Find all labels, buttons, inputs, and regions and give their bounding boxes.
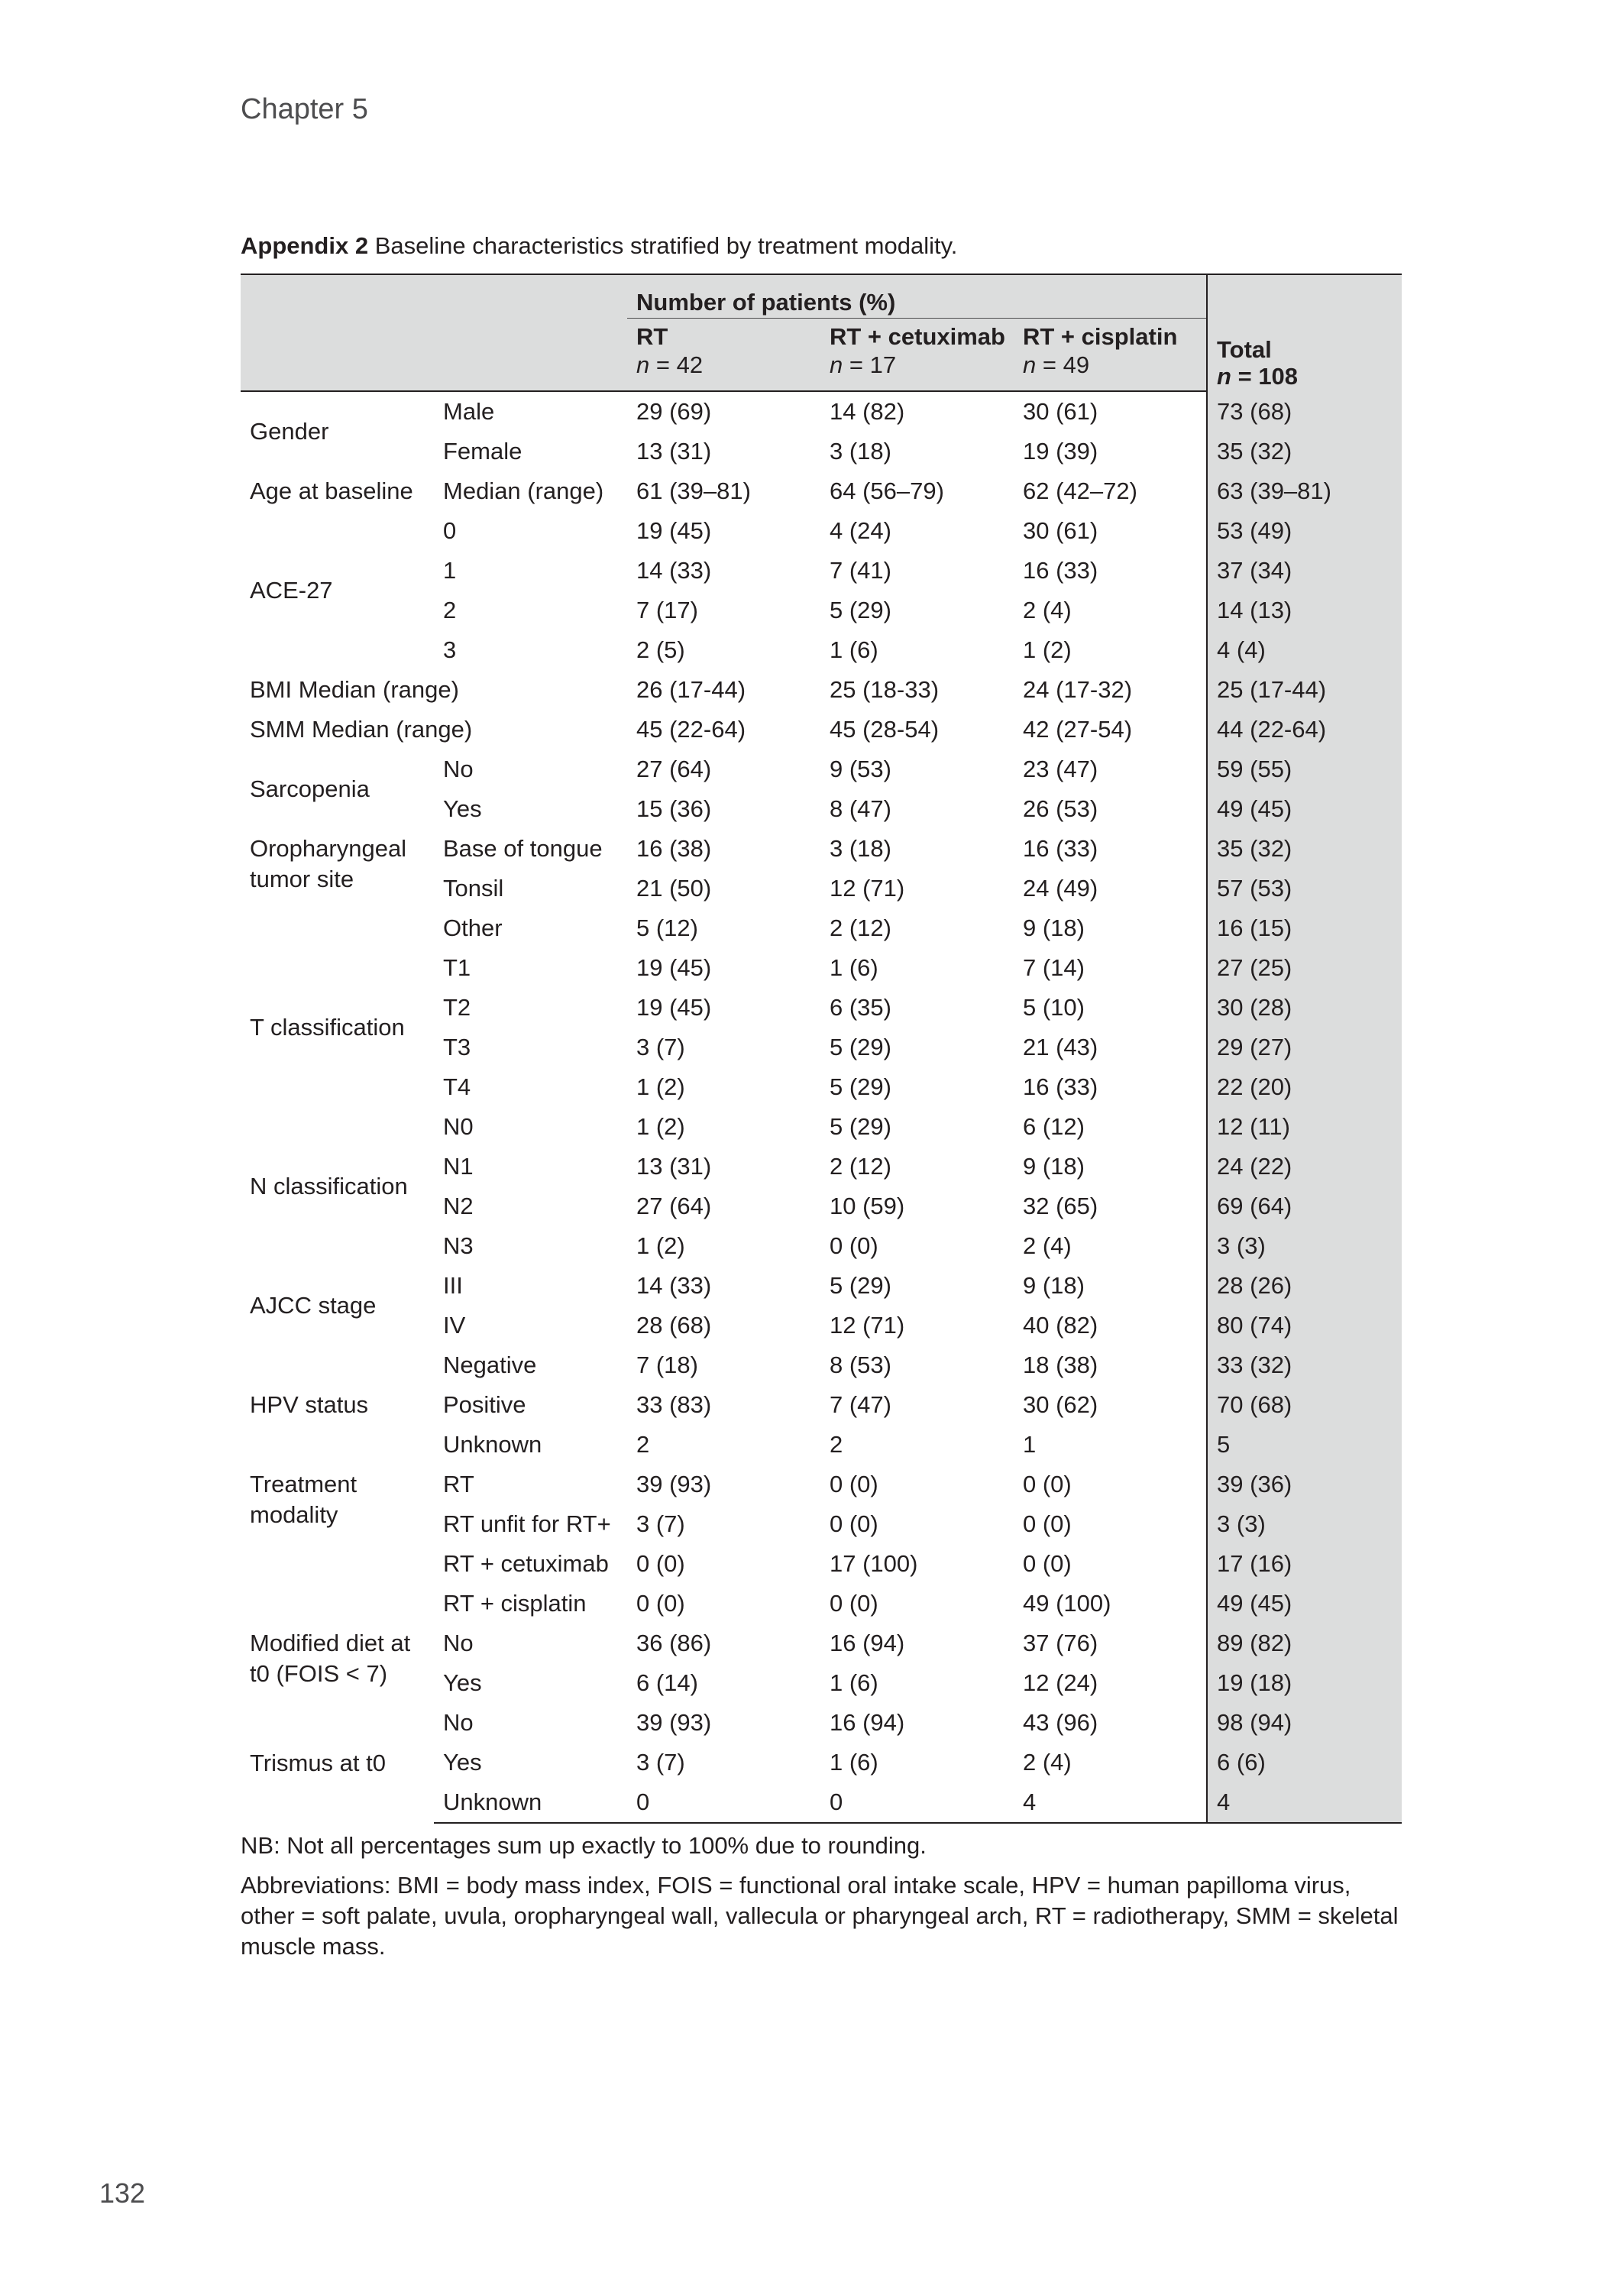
cell-rt-cetuximab: 5 (29) xyxy=(830,1113,891,1140)
cell-rt-cetuximab: 16 (94) xyxy=(830,1630,905,1656)
cell-rt-cisplatin: 0 (0) xyxy=(1023,1550,1072,1577)
cell-rt: 27 (64) xyxy=(636,1193,712,1219)
table-row xyxy=(241,471,1402,511)
cell-rt-cisplatin: 23 (47) xyxy=(1023,756,1098,782)
n-equals: = xyxy=(843,351,870,378)
header-total-n xyxy=(1217,364,1402,390)
cell-rt: 0 xyxy=(627,1782,820,1823)
variable-name: SMM xyxy=(250,716,306,743)
cell-rt-cetuximab: 1 (6) xyxy=(830,1669,878,1696)
cell-rt: 39 (93) xyxy=(636,1471,712,1497)
cell-rt-cisplatin: 5 (10) xyxy=(1023,994,1085,1021)
cell-total: 12 (11) xyxy=(1207,1107,1402,1147)
cell-rt: 14 (33) xyxy=(636,1272,712,1299)
cell-rt-cetuximab: 9 (53) xyxy=(830,756,891,782)
cell-total: 33 (32) xyxy=(1207,1345,1402,1385)
cell-rt-cetuximab: 5 (29) xyxy=(830,1034,891,1060)
cell-rt: 19 (45) xyxy=(636,994,712,1021)
cell-rt-cisplatin: 2 (4) xyxy=(1023,597,1072,623)
row-variable: Treatment modality xyxy=(250,1471,357,1528)
row-variable xyxy=(241,710,627,749)
row-variable: Trismus at t0 xyxy=(250,1749,386,1776)
header-col-n-value: 49 xyxy=(1063,351,1090,378)
n-equals: = xyxy=(1231,363,1259,390)
row-level: Unknown xyxy=(443,1431,542,1458)
cell-rt-cisplatin: 9 (18) xyxy=(1023,1153,1085,1180)
table-row xyxy=(241,1465,1402,1504)
cell-rt-cisplatin: 9 (18) xyxy=(1023,915,1085,941)
cell-rt-cetuximab: 2 (12) xyxy=(830,1153,891,1180)
cell-rt: 13 (31) xyxy=(636,1153,712,1180)
cell-total: 73 (68) xyxy=(1207,391,1402,432)
header-total-label: Total xyxy=(1217,336,1272,363)
cell-total: 49 (45) xyxy=(1207,1584,1402,1624)
cell-rt-cisplatin: 12 (24) xyxy=(1023,1669,1098,1696)
cell-rt-cisplatin: 16 (33) xyxy=(1023,835,1098,862)
cell-rt: 2 xyxy=(636,1431,650,1458)
note-abbreviations: Abbreviations: BMI = body mass index, FOIS = functional oral intake scale, HPV = human papilloma virus, other = soft palate, uvula, oropharyngeal wall, vallecula or pharyngeal arch, RT = radiotherapy, SMM = skeletal muscle mass. xyxy=(241,1872,1399,1960)
variable-suffix: Median (range) xyxy=(305,716,473,743)
cell-rt: 7 (18) xyxy=(636,1352,698,1378)
row-level: RT + cetuximab xyxy=(443,1550,609,1577)
cell-rt: 26 (17-44) xyxy=(636,676,746,703)
row-level: RT unfit for RT+ xyxy=(443,1510,611,1537)
cell-rt-cetuximab: 0 (0) xyxy=(830,1590,878,1617)
row-variable: Gender xyxy=(250,418,329,445)
cell-rt: 0 (0) xyxy=(636,1590,685,1617)
n-symbol: n xyxy=(636,351,650,378)
cell-rt-cisplatin: 30 (61) xyxy=(1023,398,1098,425)
variable-name: BMI xyxy=(250,676,293,703)
table-row xyxy=(241,1266,1402,1306)
page-number: 132 xyxy=(99,2177,146,2209)
table-row xyxy=(241,829,1402,869)
cell-total: 69 (64) xyxy=(1207,1186,1402,1226)
cell-rt-cetuximab: 0 (0) xyxy=(830,1232,878,1259)
row-level: IV xyxy=(443,1312,466,1339)
row-variable xyxy=(241,670,627,710)
row-variable: N classification xyxy=(250,1173,408,1199)
cell-rt: 61 (39–81) xyxy=(636,478,751,504)
cell-total: 5 xyxy=(1207,1425,1402,1465)
baseline-table xyxy=(241,274,1402,1824)
cell-rt-cisplatin: 7 (14) xyxy=(1023,954,1085,981)
cell-rt-cisplatin: 0 (0) xyxy=(1023,1471,1072,1497)
cell-total: 59 (55) xyxy=(1207,749,1402,789)
cell-rt-cisplatin: 16 (33) xyxy=(1023,557,1098,584)
header-col-label: RT + cetuximab xyxy=(830,323,1005,350)
cell-rt-cisplatin: 24 (49) xyxy=(1023,875,1098,902)
row-level: 2 xyxy=(443,597,457,623)
cell-rt-cetuximab: 1 (6) xyxy=(830,636,878,663)
cell-rt-cisplatin: 32 (65) xyxy=(1023,1193,1098,1219)
row-level: N0 xyxy=(443,1113,474,1140)
cell-rt-cisplatin: 18 (38) xyxy=(1023,1352,1098,1378)
row-level: No xyxy=(443,1630,474,1656)
n-symbol: n xyxy=(1023,351,1037,378)
cell-total: 22 (20) xyxy=(1207,1067,1402,1107)
caption-text: Baseline characteristics stratified by treatment modality. xyxy=(374,232,958,259)
cell-total: 4 xyxy=(1207,1782,1402,1823)
table-row xyxy=(241,749,1402,789)
row-variable: ACE-27 xyxy=(250,577,333,604)
cell-rt-cetuximab: 14 (82) xyxy=(830,398,905,425)
cell-rt: 3 (7) xyxy=(636,1034,685,1060)
cell-rt: 19 (45) xyxy=(636,517,712,544)
n-equals: = xyxy=(649,351,677,378)
cell-rt-cisplatin: 24 (17-32) xyxy=(1023,676,1133,703)
row-variable: AJCC stage xyxy=(250,1292,377,1319)
cell-rt: 6 (14) xyxy=(636,1669,698,1696)
cell-rt-cetuximab: 4 (24) xyxy=(830,517,891,544)
cell-rt-cisplatin: 0 (0) xyxy=(1023,1510,1072,1537)
cell-total: 53 (49) xyxy=(1207,511,1402,551)
cell-total: 6 (6) xyxy=(1207,1743,1402,1782)
cell-rt-cetuximab: 8 (53) xyxy=(830,1352,891,1378)
cell-rt: 39 (93) xyxy=(636,1709,712,1736)
cell-rt-cisplatin: 2 (4) xyxy=(1023,1232,1072,1259)
cell-total: 39 (36) xyxy=(1207,1465,1402,1504)
cell-rt-cisplatin: 40 (82) xyxy=(1023,1312,1098,1339)
row-level: T2 xyxy=(443,994,471,1021)
row-level: Median (range) xyxy=(443,478,604,504)
cell-rt-cetuximab: 16 (94) xyxy=(830,1709,905,1736)
cell-total: 4 (4) xyxy=(1207,630,1402,670)
table-row xyxy=(241,1107,1402,1147)
cell-total: 98 (94) xyxy=(1207,1703,1402,1743)
cell-rt: 2 (5) xyxy=(636,636,685,663)
row-level: Positive xyxy=(443,1391,526,1418)
cell-rt: 13 (31) xyxy=(636,438,712,465)
header-col-n xyxy=(636,352,820,378)
table-row xyxy=(241,1624,1402,1663)
table-row xyxy=(241,670,1402,710)
cell-total: 35 (32) xyxy=(1207,829,1402,869)
header-col-cisplatin xyxy=(1014,319,1207,392)
row-level: No xyxy=(443,756,474,782)
row-variable: Oropharyngeal tumor site xyxy=(250,835,407,892)
cell-rt: 28 (68) xyxy=(636,1312,712,1339)
row-variable: HPV status xyxy=(250,1391,369,1418)
cell-rt-cetuximab: 2 (12) xyxy=(830,915,891,941)
cell-rt: 1 (2) xyxy=(636,1232,685,1259)
cell-rt-cetuximab: 1 (6) xyxy=(830,1749,878,1776)
row-level: Negative xyxy=(443,1352,537,1378)
cell-total: 19 (18) xyxy=(1207,1663,1402,1703)
header-group-label: Number of patients (%) xyxy=(627,274,1207,319)
cell-rt: 5 (12) xyxy=(636,915,698,941)
cell-rt-cetuximab: 7 (41) xyxy=(830,557,891,584)
row-level: Yes xyxy=(443,1749,482,1776)
cell-total: 70 (68) xyxy=(1207,1385,1402,1425)
table-row xyxy=(241,710,1402,749)
cell-rt-cetuximab: 64 (56–79) xyxy=(830,478,944,504)
cell-rt-cisplatin: 4 xyxy=(1014,1782,1207,1823)
cell-rt: 45 (22-64) xyxy=(636,716,746,743)
row-level: III xyxy=(443,1272,463,1299)
header-col-n xyxy=(830,352,1014,378)
row-level: Base of tongue xyxy=(443,835,603,862)
cell-rt: 1 (2) xyxy=(636,1113,685,1140)
cell-rt: 27 (64) xyxy=(636,756,712,782)
row-level: 3 xyxy=(443,636,457,663)
cell-rt-cetuximab: 5 (29) xyxy=(830,597,891,623)
cell-rt: 36 (86) xyxy=(636,1630,712,1656)
cell-rt-cisplatin: 1 (2) xyxy=(1023,636,1072,663)
cell-rt-cetuximab: 5 (29) xyxy=(830,1073,891,1100)
cell-rt-cisplatin: 37 (76) xyxy=(1023,1630,1098,1656)
n-symbol: n xyxy=(1217,363,1231,390)
row-level: No xyxy=(443,1709,474,1736)
table-row xyxy=(241,391,1402,432)
cell-rt-cetuximab: 0 (0) xyxy=(830,1471,878,1497)
table-body xyxy=(241,391,1402,1823)
table-caption xyxy=(241,231,1402,261)
cell-total: 28 (26) xyxy=(1207,1266,1402,1306)
header-row-group xyxy=(241,274,1402,319)
header-total xyxy=(1207,274,1402,391)
cell-total: 25 (17-44) xyxy=(1207,670,1402,710)
cell-total: 16 (15) xyxy=(1207,908,1402,948)
cell-rt: 3 (7) xyxy=(636,1510,685,1537)
cell-total: 63 (39–81) xyxy=(1207,471,1402,511)
cell-total: 30 (28) xyxy=(1207,988,1402,1028)
cell-rt: 21 (50) xyxy=(636,875,712,902)
cell-rt-cetuximab: 17 (100) xyxy=(830,1550,918,1577)
cell-rt: 14 (33) xyxy=(636,557,712,584)
row-level: RT + cisplatin xyxy=(443,1590,587,1617)
cell-rt-cetuximab: 6 (35) xyxy=(830,994,891,1021)
row-level: 0 xyxy=(443,517,457,544)
header-col-label: RT + cisplatin xyxy=(1023,323,1178,350)
header-col-n xyxy=(1023,352,1206,378)
cell-rt-cisplatin: 42 (27-54) xyxy=(1023,716,1133,743)
row-level: Tonsil xyxy=(443,875,504,902)
cell-total: 17 (16) xyxy=(1207,1544,1402,1584)
row-level: T1 xyxy=(443,954,471,981)
cell-rt-cisplatin: 16 (33) xyxy=(1023,1073,1098,1100)
cell-rt-cetuximab: 12 (71) xyxy=(830,875,905,902)
cell-total: 57 (53) xyxy=(1207,869,1402,908)
cell-rt-cetuximab: 1 (6) xyxy=(830,954,878,981)
note-rounding: NB: Not all percentages sum up exactly to 100% due to rounding. xyxy=(241,1832,927,1859)
row-level: Yes xyxy=(443,1669,482,1696)
cell-rt: 7 (17) xyxy=(636,597,698,623)
row-level: N1 xyxy=(443,1153,474,1180)
cell-rt-cisplatin: 6 (12) xyxy=(1023,1113,1085,1140)
cell-rt: 33 (83) xyxy=(636,1391,712,1418)
row-level: Yes xyxy=(443,795,482,822)
cell-rt-cisplatin: 62 (42–72) xyxy=(1023,478,1137,504)
table-row xyxy=(241,1703,1402,1743)
cell-rt: 29 (69) xyxy=(636,398,712,425)
header-col-n-value: 17 xyxy=(869,351,897,378)
cell-total: 29 (27) xyxy=(1207,1028,1402,1067)
header-col-cetuximab xyxy=(820,319,1014,392)
cell-total: 27 (25) xyxy=(1207,948,1402,988)
variable-suffix: Median (range) xyxy=(292,676,459,703)
table-row xyxy=(241,511,1402,551)
cell-rt-cetuximab: 10 (59) xyxy=(830,1193,905,1219)
cell-rt-cetuximab: 25 (18-33) xyxy=(830,676,940,703)
cell-rt-cisplatin: 19 (39) xyxy=(1023,438,1098,465)
row-level: Male xyxy=(443,398,495,425)
row-level: 1 xyxy=(443,557,457,584)
chapter-header: Chapter 5 xyxy=(241,93,368,125)
cell-rt-cetuximab: 0 xyxy=(820,1782,1014,1823)
cell-rt-cetuximab: 7 (47) xyxy=(830,1391,891,1418)
row-level: N2 xyxy=(443,1193,474,1219)
header-blank xyxy=(434,319,627,392)
cell-rt: 16 (38) xyxy=(636,835,712,862)
row-level: Female xyxy=(443,438,522,465)
cell-rt-cetuximab: 8 (47) xyxy=(830,795,891,822)
cell-rt-cisplatin: 1 xyxy=(1023,1431,1037,1458)
row-variable: Modified diet at t0 (FOIS < 7) xyxy=(250,1630,411,1687)
n-symbol: n xyxy=(830,351,843,378)
row-level: T4 xyxy=(443,1073,471,1100)
cell-total: 3 (3) xyxy=(1207,1504,1402,1544)
cell-rt-cisplatin: 30 (61) xyxy=(1023,517,1098,544)
row-level: Other xyxy=(443,915,503,941)
row-level: RT xyxy=(443,1471,474,1497)
header-blank xyxy=(434,274,627,319)
row-level: N3 xyxy=(443,1232,474,1259)
row-level: T3 xyxy=(443,1034,471,1060)
cell-total: 35 (32) xyxy=(1207,432,1402,471)
cell-total: 89 (82) xyxy=(1207,1624,1402,1663)
row-level: Unknown xyxy=(434,1782,627,1823)
header-col-n-value: 42 xyxy=(676,351,704,378)
header-col-label: RT xyxy=(636,323,668,350)
cell-rt-cetuximab: 3 (18) xyxy=(830,835,891,862)
cell-rt: 3 (7) xyxy=(636,1749,685,1776)
cell-rt-cetuximab: 3 (18) xyxy=(830,438,891,465)
cell-rt-cisplatin: 9 (18) xyxy=(1023,1272,1085,1299)
header-blank xyxy=(241,274,434,319)
header-total-n-value: 108 xyxy=(1258,363,1299,390)
cell-rt-cetuximab: 5 (29) xyxy=(830,1272,891,1299)
cell-rt-cisplatin: 26 (53) xyxy=(1023,795,1098,822)
cell-total: 37 (34) xyxy=(1207,551,1402,591)
table-row xyxy=(241,948,1402,988)
cell-rt-cisplatin: 30 (62) xyxy=(1023,1391,1098,1418)
cell-rt-cisplatin: 21 (43) xyxy=(1023,1034,1098,1060)
row-variable: Sarcopenia xyxy=(250,775,370,802)
cell-total: 49 (45) xyxy=(1207,789,1402,829)
cell-total: 24 (22) xyxy=(1207,1147,1402,1186)
header-col-rt xyxy=(627,319,820,392)
cell-rt-cisplatin: 43 (96) xyxy=(1023,1709,1098,1736)
cell-rt-cetuximab: 12 (71) xyxy=(830,1312,905,1339)
n-equals: = xyxy=(1036,351,1063,378)
cell-rt: 1 (2) xyxy=(636,1073,685,1100)
cell-rt-cetuximab: 0 (0) xyxy=(830,1510,878,1537)
table-row xyxy=(241,1345,1402,1385)
cell-total: 3 (3) xyxy=(1207,1226,1402,1266)
cell-rt-cetuximab: 45 (28-54) xyxy=(830,716,940,743)
cell-rt-cisplatin: 49 (100) xyxy=(1023,1590,1111,1617)
cell-total: 80 (74) xyxy=(1207,1306,1402,1345)
row-variable: Age at baseline xyxy=(250,478,413,504)
cell-rt: 19 (45) xyxy=(636,954,712,981)
header-blank xyxy=(241,319,434,392)
cell-rt-cetuximab: 2 xyxy=(830,1431,843,1458)
caption-label: Appendix 2 xyxy=(241,232,369,259)
cell-rt-cisplatin: 2 (4) xyxy=(1023,1749,1072,1776)
cell-total: 44 (22-64) xyxy=(1207,710,1402,749)
cell-rt: 0 (0) xyxy=(636,1550,685,1577)
row-variable: T classification xyxy=(250,1014,405,1041)
cell-total: 14 (13) xyxy=(1207,591,1402,630)
cell-rt: 15 (36) xyxy=(636,795,712,822)
